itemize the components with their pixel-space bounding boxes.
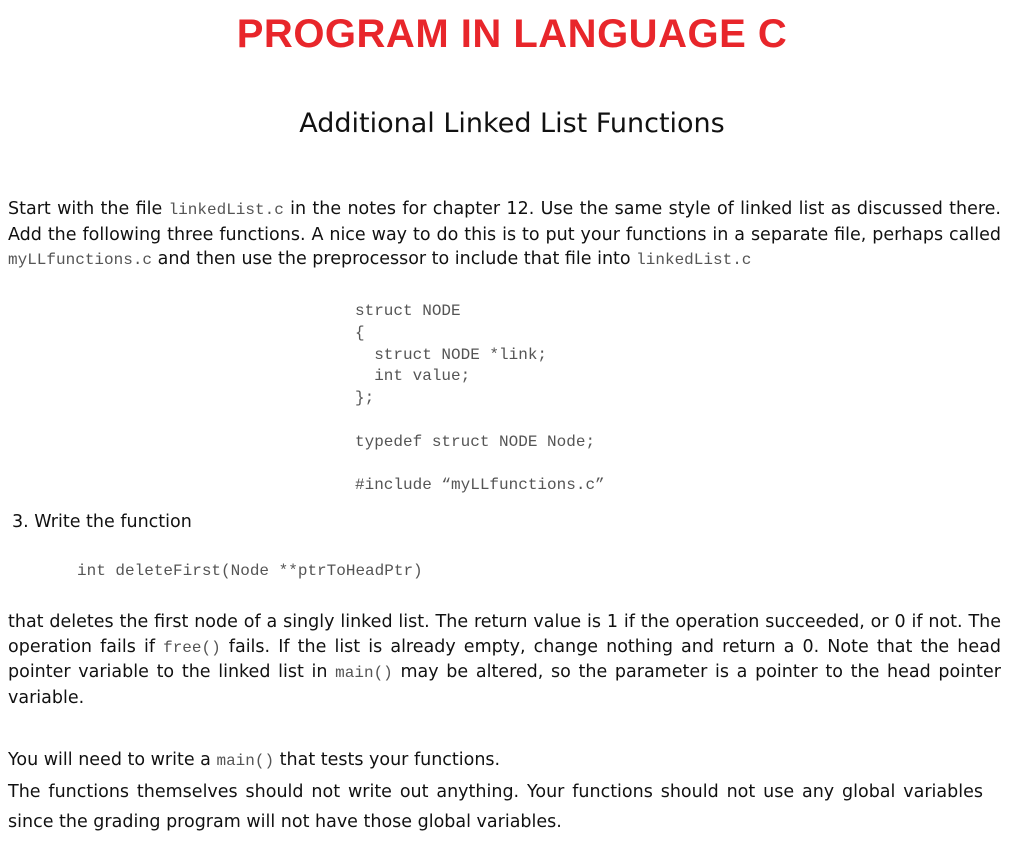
main-function: main() xyxy=(335,664,393,682)
filename-myllfunctions: myLLfunctions.c xyxy=(8,251,153,269)
intro-text-3: and then use the preprocessor to include that file into xyxy=(152,249,637,269)
page-subtitle: Additional Linked List Functions xyxy=(299,108,725,139)
question-heading xyxy=(12,512,192,532)
filename-linkedlist: linkedList.c xyxy=(168,201,284,219)
closing-paragraph-2: The functions themselves should not write out anything. Your functions should not use any global variables since the grading program will not have those global variables. xyxy=(8,782,983,832)
function-prototype: int deleteFirst(Node **ptrToHeadPtr) xyxy=(77,562,423,580)
closing-text-1: You will need to write a xyxy=(8,750,217,770)
closing-paragraph-1 xyxy=(8,748,1001,774)
intro-text-1: Start with the file xyxy=(8,199,169,219)
desc-text-3: may be altered, so the parameter is a pointer to the head pointer variable. xyxy=(8,662,1002,708)
intro-text-2: in the notes for chapter 12. Use the same style of linked list as discussed there. Add the following three functions. A nice way to do this is to put your functions in a separate file, perhaps called xyxy=(8,199,1001,245)
page-title: PROGRAM IN LANGUAGE C xyxy=(236,12,788,56)
closing-text-2: that tests your functions. xyxy=(274,750,501,770)
desc-text-2: fails. If the list is already empty, change nothing and return a 0. Note that the head pointer variable to the linked list in xyxy=(8,636,1001,682)
desc-text-1: that deletes the first node of a singly linked list. The return value is 1 if the operation succeeded, or 0 if not. The operation fails if xyxy=(8,612,1001,657)
main-function-2: main() xyxy=(216,752,275,770)
free-function: free() xyxy=(163,638,221,657)
intro-paragraph xyxy=(8,197,1001,273)
question-number: 3. xyxy=(12,512,29,532)
question-heading-text: Write the function xyxy=(28,512,192,532)
filename-linkedlist-2: linkedList.c xyxy=(636,251,752,269)
question-description xyxy=(8,610,1001,710)
struct-code-block: struct NODE { struct NODE *link; int value; }; typedef struct NODE Node; #include “myLLfunctions.c” xyxy=(355,302,605,495)
